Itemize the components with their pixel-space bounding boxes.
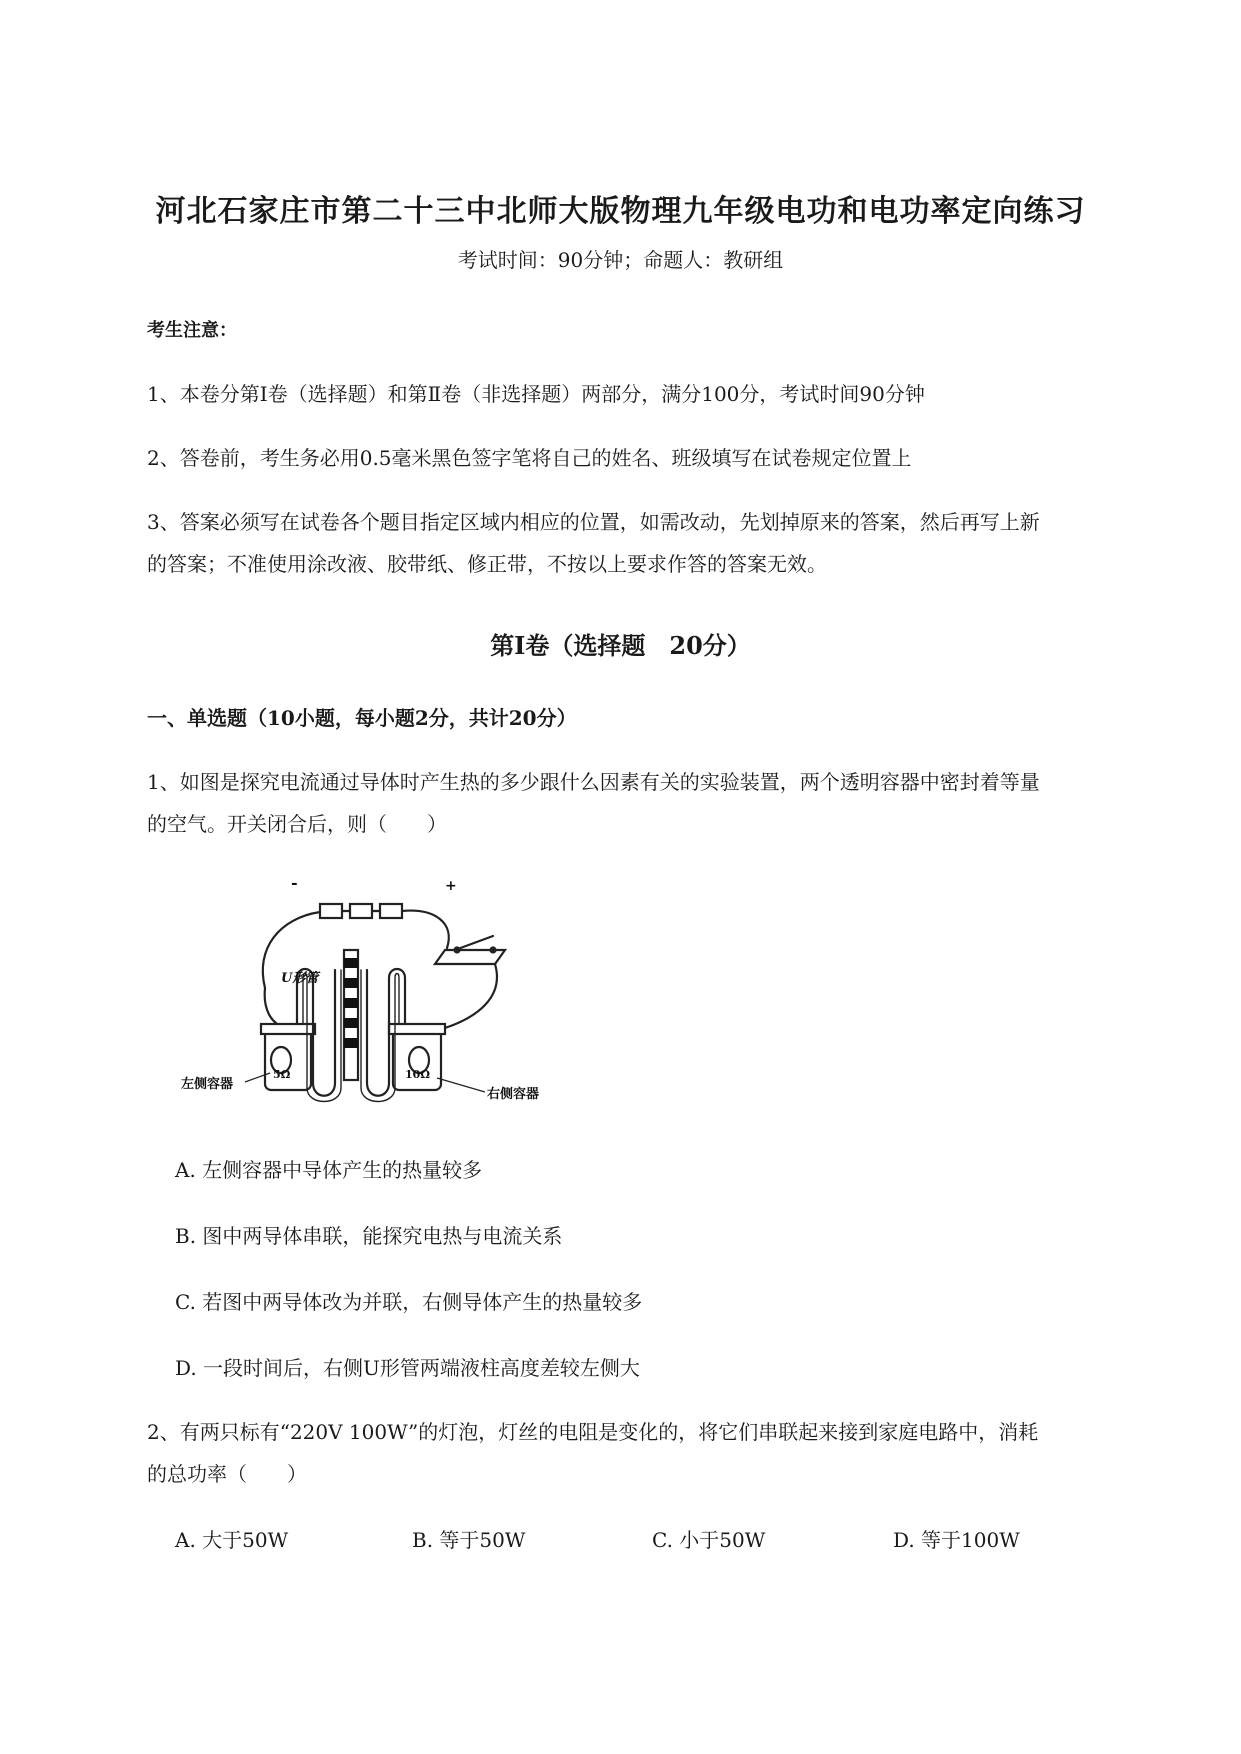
question-1-option-c[interactable]: C. 若图中两导体改为并联，右侧导体产生的热量较多 xyxy=(175,1290,643,1314)
label-plus: + xyxy=(445,878,457,894)
question-1-option-d[interactable]: D. 一段时间后，右侧U形管两端液柱高度差较左侧大 xyxy=(175,1356,640,1380)
part-heading: 一、单选题（10小题，每小题2分，共计20分） xyxy=(147,706,577,730)
question-2-stem-line-1: 2、有两只标有“220V 100W”的灯泡，灯丝的电阻是变化的，将它们串联起来接到家庭电路中，消耗 xyxy=(147,1420,1039,1444)
label-minus: - xyxy=(291,878,298,892)
label-right-container: 右侧容器 xyxy=(487,1087,540,1102)
question-2-stem-line-2: 的总功率（ ） xyxy=(147,1462,307,1486)
exam-info: 考试时间：90分钟；命题人：教研组 xyxy=(457,248,784,272)
label-left-resistor: 5Ω xyxy=(273,1068,291,1081)
question-2-option-a[interactable]: A. 大于50W xyxy=(175,1528,289,1552)
question-2-option-c[interactable]: C. 小于50W xyxy=(652,1528,766,1552)
notice-item-2: 2、答卷前，考生务必用0.5毫米黑色签字笔将自己的姓名、班级填写在试卷规定位置上 xyxy=(147,446,912,470)
question-1-option-b[interactable]: B. 图中两导体串联，能探究电热与电流关系 xyxy=(175,1224,563,1248)
notice-item-1: 1、本卷分第Ⅰ卷（选择题）和第Ⅱ卷（非选择题）两部分，满分100分，考试时间90分钟 xyxy=(147,382,925,406)
question-2-option-b[interactable]: B. 等于50W xyxy=(412,1528,526,1552)
page-title: 河北石家庄市第二十三中北师大版物理九年级电功和电功率定向练习 xyxy=(155,194,1086,229)
question-1-stem-line-2: 的空气。开关闭合后，则（ ） xyxy=(147,812,447,836)
label-left-container: 左侧容器 xyxy=(181,1077,234,1092)
question-2-option-d[interactable]: D. 等于100W xyxy=(893,1528,1020,1552)
label-right-resistor: 10Ω xyxy=(405,1068,431,1081)
notice-heading: 考生注意： xyxy=(147,320,237,341)
section-title: 第Ⅰ卷（选择题 20分） xyxy=(490,631,751,660)
question-1-option-a[interactable]: A. 左侧容器中导体产生的热量较多 xyxy=(175,1158,483,1182)
notice-item-3-line-1: 3、答案必须写在试卷各个题目指定区域内相应的位置，如需改动，先划掉原来的答案，然后再写上新 xyxy=(147,510,1040,534)
notice-item-3-line-2: 的答案；不准使用涂改液、胶带纸、修正带，不按以上要求作答的答案无效。 xyxy=(147,552,827,576)
label-u-tube: U形管 xyxy=(281,971,319,986)
question-1-figure xyxy=(175,878,575,1110)
question-1-stem-line-1: 1、如图是探究电流通过导体时产生热的多少跟什么因素有关的实验装置，两个透明容器中密封着等量 xyxy=(147,770,1040,794)
